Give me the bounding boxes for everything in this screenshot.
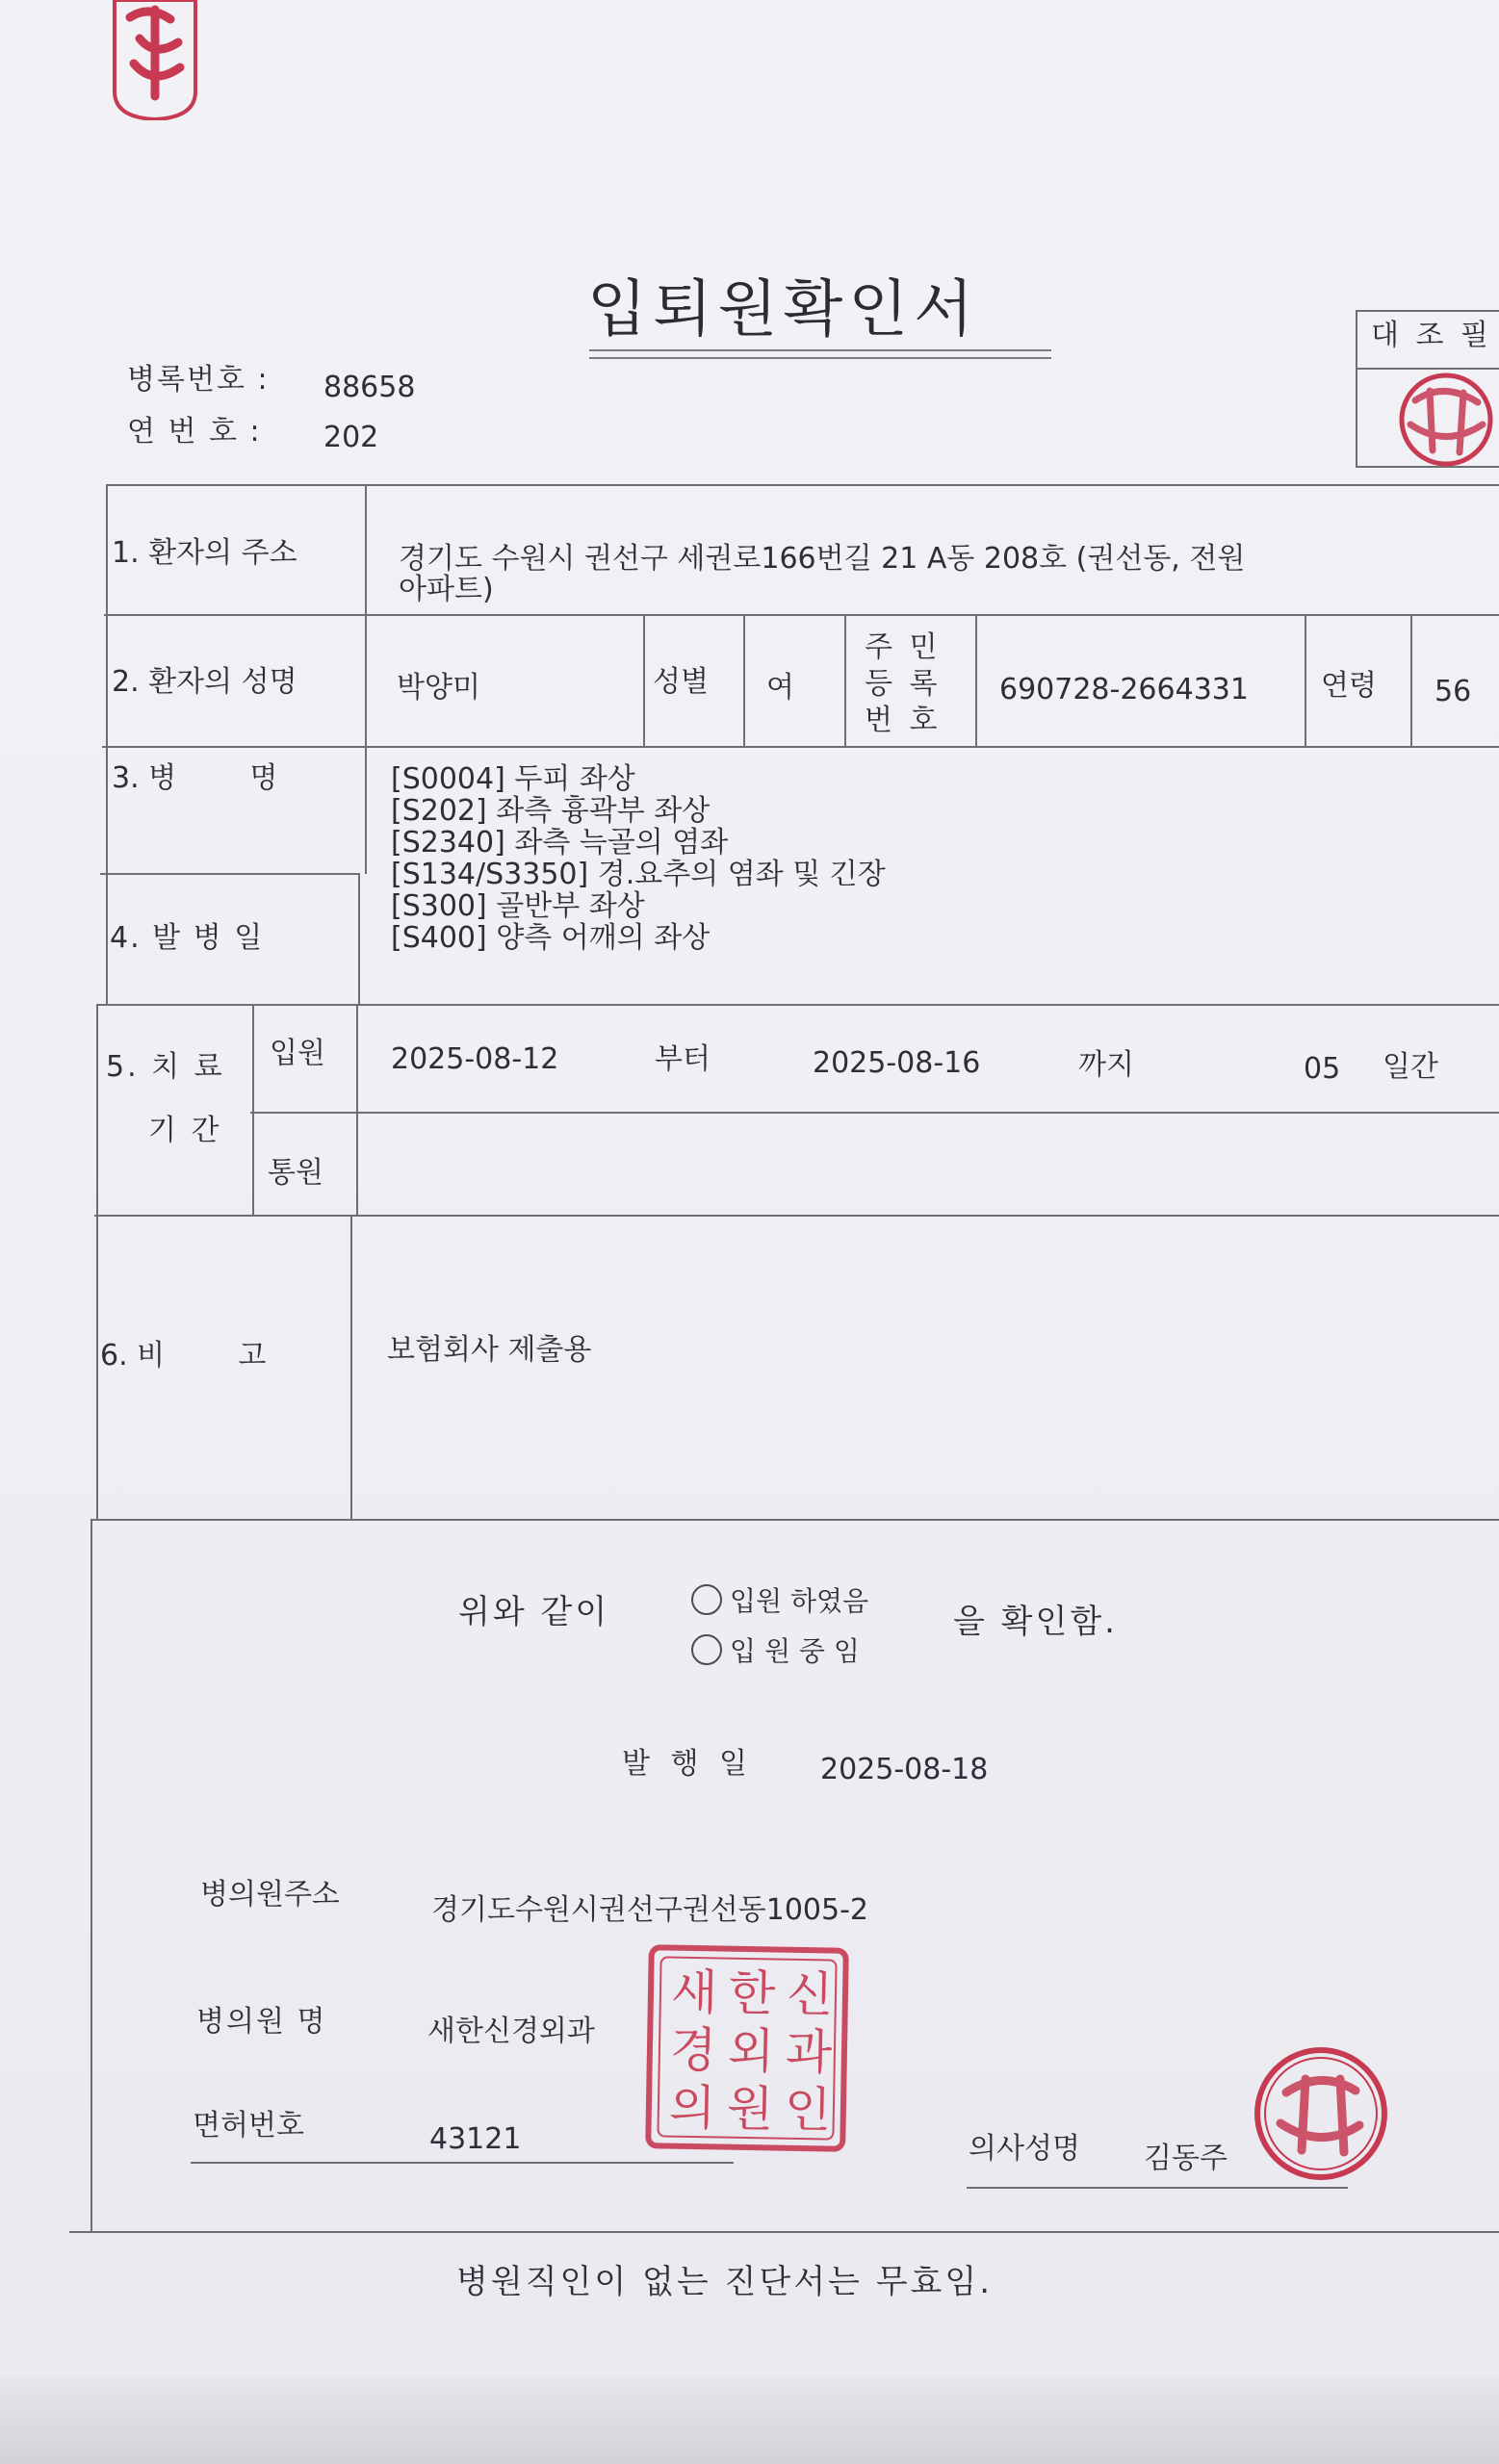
seal-char: 인 [784,2081,832,2139]
diagnosis-item: [S0004] 두피 좌상 [391,762,635,796]
doctor-seal-icon [1252,2044,1390,2183]
treatment-label-2: 기 간 [148,1114,222,1147]
patient-sex: 여 [766,671,794,705]
corner-stamp-icon [111,0,199,120]
issue-date: 2025-08-18 [820,1753,989,1786]
seal-char: 새 [670,1964,718,2021]
address-label: 1. 환자의 주소 [112,536,297,570]
comparison-seal-icon [1386,372,1499,468]
seal-char: 의 [668,2079,716,2137]
diagnosis-item: [S400] 양측 어깨의 좌상 [391,921,711,955]
diagnosis-item: [S300] 골반부 좌상 [391,889,645,923]
comparison-label: 대 조 필 [1371,319,1493,352]
outpatient-label: 통원 [268,1156,323,1190]
license-underline [191,2162,734,2164]
inpatient-label: 입원 [270,1037,325,1070]
hospital-name: 새한신경외과 [427,2015,595,2048]
treatment-label-1: 5. 치 료 [106,1050,225,1084]
sex-label: 성별 [653,665,709,699]
record-no: 88658 [323,371,416,404]
name-label: 2. 환자의 성명 [112,665,297,699]
remarks-text: 보험회사 제출용 [387,1333,592,1367]
hospital-seal [645,1944,849,2152]
patient-address-line2: 아파트) [399,573,494,606]
patient-address-line1: 경기도 수원시 권선구 세권로166번길 21 A동 208호 (권선동, 전원 [399,542,1246,576]
rrn-label-2: 등 록 [865,667,942,701]
onset-label: 4. 발 병 일 [110,921,265,955]
seal-char: 원 [726,2080,774,2138]
comparison-box [1356,310,1499,468]
doctor-label: 의사성명 [969,2132,1080,2166]
diagnosis-item: [S2340] 좌측 늑골의 염좌 [391,826,729,860]
serial-no-label: 연 번 호 : [127,415,262,449]
hospitalized-radio[interactable] [691,1634,722,1665]
seal-char: 외 [727,2022,775,2080]
admission-date: 2025-08-12 [391,1042,559,1076]
title-underline [589,349,1051,351]
rrn-label-1: 주 민 [865,630,942,664]
confirm-suffix: 을 확인함. [953,1603,1118,1641]
page-title: 입퇴원확인서 [587,274,979,346]
admitted-radio[interactable] [691,1584,722,1615]
license-number: 43121 [429,2122,522,2156]
age-label: 연령 [1321,669,1377,703]
diagnosis-label: 3. 병 명 [112,761,278,795]
left-border-lower [90,1519,92,2231]
bottom-border [69,2231,1499,2233]
doctor-underline [967,2187,1348,2189]
diagnosis-item: [S202] 좌측 흉곽부 좌상 [391,794,711,828]
patient-name: 박양미 [397,671,480,705]
issue-label: 발 행 일 [622,1747,754,1781]
remarks-label: 6. 비 고 [100,1339,267,1373]
to-word: 까지 [1078,1048,1134,1082]
license-label: 면허번호 [193,2109,304,2143]
footer-note: 병원직인이 없는 진단서는 무효임. [456,2263,994,2301]
hospital-address: 경기도수원시권선구권선동1005-2 [431,1893,869,1927]
seal-char: 한 [728,1964,776,2022]
rrn-label-3: 번 호 [865,704,942,737]
discharge-date: 2025-08-16 [813,1046,981,1080]
page-bottom-shadow [0,2377,1499,2464]
hospital-name-label: 병의원 명 [196,2005,327,2039]
hospitalized-option: 입 원 중 임 [730,1635,860,1667]
patient-age: 56 [1434,675,1472,708]
admitted-option: 입원 하였음 [730,1585,869,1617]
from-word: 부터 [655,1042,711,1076]
seal-char: 경 [669,2021,717,2079]
hospital-address-label: 병의원주소 [200,1878,340,1912]
seal-char: 과 [785,2023,833,2081]
serial-no: 202 [323,421,379,454]
title-underline-2 [589,357,1051,359]
patient-rrn: 690728-2664331 [999,673,1249,706]
record-no-label: 병록번호 : [127,363,270,397]
stay-days: 05 [1304,1052,1341,1086]
seal-char: 신 [786,1965,834,2023]
diagnosis-item: [S134/S3350] 경.요추의 염좌 및 긴장 [391,858,886,891]
days-word: 일간 [1383,1050,1438,1084]
doctor-name: 김동주 [1144,2142,1228,2175]
confirm-prefix: 위와 같이 [458,1593,610,1631]
